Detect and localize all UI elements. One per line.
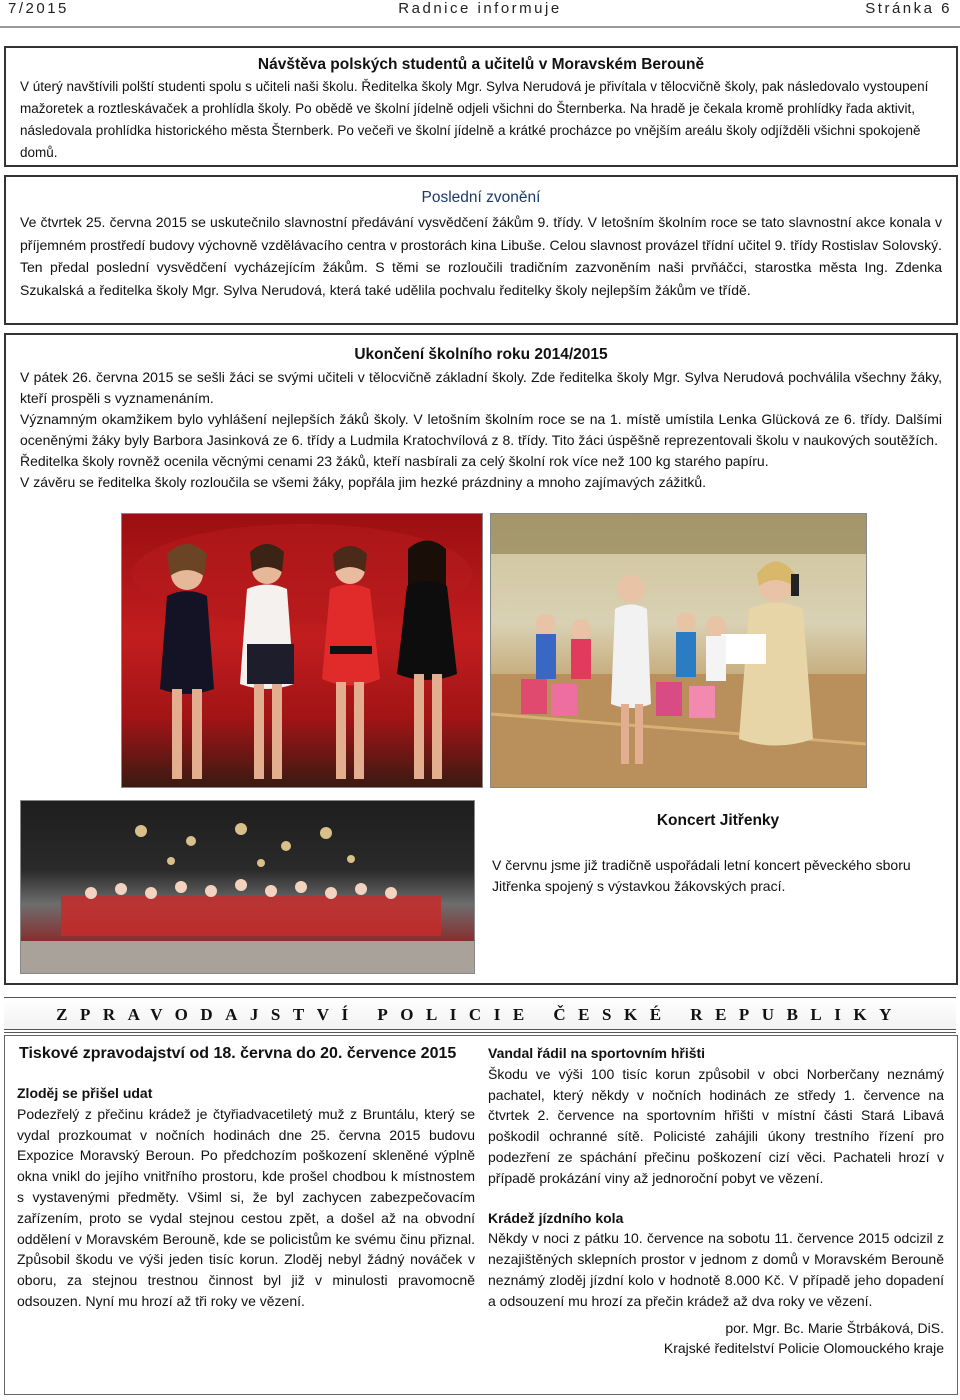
concert-title: Koncert Jitřenky <box>656 812 780 829</box>
report-body: Podezřelý z přečinu krádež je čtyřiadvacetiletý muž z Bruntálu, který se vydal prozkoumat v nočních hodinách dne 25. června 2015 budovu Expozice Moravský Beroun. Po předchozím poškození skleněné výplně okna vnikl do jejího vnitřního prostoru, kde prošel chodbou k místnostem s vystavenými předměty. Všiml si, že byl zachycen zabezpečovacím zařízením, proto se vydal stejnou cestou zpět, a došel až na obvodní oddělení v Moravském Berouně, kde se policistům ke svému činu přiznal. Způsobil škodu ve výši jeden tisíc korun. Zloděj nebyl žádný nováček v oboru, za stejnou trestnou činnost byl již v minulosti pravomocně odsouzen. Nyní mu hrozí až tři roky ve vězení. <box>17 1105 475 1309</box>
police-news-banner: ZPRAVODAJSTVÍ POLICIE ČESKÉ REPUBLIKY <box>4 997 956 1033</box>
press-report-title: Tiskové zpravodajství od 18. června do 20. července 2015 <box>19 1045 457 1062</box>
article-paragraph: Ředitelka školy rovněž ocenila věcnými cenami 23 žáků, kteří nasbírali za celý školní rok více než 100 kg starého papíru. <box>20 453 769 469</box>
article-title: Návštěva polských studentů a učitelů v Moravském Berouně <box>257 56 705 73</box>
article-paragraph: V závěru se ředitelka školy rozloučila se všemi žáky, popřála jim hezké prázdniny a mnoho zajímavých zážitků. <box>20 474 707 490</box>
police-column-left <box>17 1043 475 1312</box>
report-body: Škodu ve výši 100 tisíc korun způsobil v obci Norberčany neznámý pachatel, který někdy v nočních hodinách ze středy 1. července na čtvrtek 2. července na sportovním hřišti v místní části Stará Libavá poškodil ochranné sítě. Policisté zahájili úkony trestního řízení pro podezření ze spáchání přečinu poškození cizí věci. Pachateli hrozí v případě prokázání viny až jednoroční pobyt ve vězení. <box>488 1065 944 1186</box>
signature-org: Krajské ředitelství Policie Olomouckého kraje <box>663 1340 944 1357</box>
photo-graduates-on-stage <box>121 513 483 788</box>
issue-number: 7/2015 <box>8 0 69 17</box>
article-last-bell <box>4 175 958 325</box>
report-body: Někdy v noci z pátku 10. července na sobotu 11. července 2015 odcizil z nezajištěných sklepních prostor v jednom z domů v Moravském Berouně neznámý zloděj jízdní kolo v hodnotě 8.000 Kč. V případě jeho dopadení a odsouzení mu hrozí za přečin krádež až dva roky ve vězení. <box>488 1230 944 1309</box>
photo-award-illustration <box>491 514 866 787</box>
page-number: Stránka 6 <box>865 0 952 17</box>
header-rule <box>0 26 960 28</box>
photo-graduates-illustration <box>122 514 482 787</box>
article-title: Poslední zvonění <box>421 189 541 206</box>
article-title: Ukončení školního roku 2014/2015 <box>354 346 608 363</box>
page-header <box>0 0 960 24</box>
police-column-right <box>488 1043 944 1359</box>
signature-name: por. Mgr. Bc. Marie Štrbáková, DiS. <box>725 1319 944 1336</box>
article-paragraph: V pátek 26. června 2015 se sešli žáci se svými učiteli v tělocvičně základní školy. Zde ředitelka školy Mgr. Sylva Nerudová pochválila všechny žáky, kteří prospěli s vyznamenáním. <box>20 369 942 406</box>
article-polish-visit <box>4 46 958 167</box>
report-heading: Krádež jízdního kola <box>488 1209 624 1226</box>
photo-choir-concert <box>20 800 475 974</box>
report-heading: Vandal řádil na sportovním hřišti <box>488 1045 706 1061</box>
article-body: Ve čtvrtek 25. června 2015 se uskutečnilo slavnostní předávání vysvědčení žákům 9. třídy. V letošním školním roce se tato slavnostní akce konala v příjemném prostředí budovy výchovně vzdělávacího centra v prostorách kina Libuše. Celou slavnost provázel třídní učitel 9. třídy Rostislav Solovský. Ten předal poslední vysvědčení vycházejícím žákům. S těmi se rozloučili tradičním zazvoněním naši prvňáčci, starostka města Ing. Zdenka Szukalská a ředitelka školy Mgr. Sylva Nerudová, která také udělila pochvalu ředitelky školy nejlepším žákům ve třídě. <box>20 214 942 298</box>
report-heading: Zloděj se přišel udat <box>17 1085 153 1101</box>
publication-name: Radnice informuje <box>398 0 562 17</box>
stage-decorations <box>135 823 355 867</box>
article-paragraph: Významným okamžikem bylo vyhlášení nejlepších žáků školy. V letošním školním roce se na 1. místě umístila Lenka Glücková ze 6. třídy. Dalšími oceněnými žáky byly Barbora Jasinková ze 6. třídy a Ludmila Kratochvílová z 8. třídy. Tito žáci úspěšně reprezentovali školu v naukových soutěžích. <box>20 411 942 448</box>
photo-concert-illustration <box>21 801 474 973</box>
photo-award-ceremony <box>490 513 867 788</box>
concert-text: V červnu jsme již tradičně uspořádali letní koncert pěveckého sboru Jitřenka spojený s výstavkou žákovských prací. <box>492 857 911 894</box>
article-body: V úterý navštívili polští studenti spolu s učiteli naši školu. Ředitelka školy Mgr. Sylva Nerudová je přivítala v tělocvičně školy, pak následovalo vystoupení mažoretek a roztleskávaček a prohlídla školy. Po obědě ve školní jídelně odjeli všichni do Šternberka. Na hradě je čekala kromě prohlídky řada aktivit, následovala prohlídka historického města Šternberk. Po večeři ve školní jídelně a krátké procházce po vnějším areálu školy odjížděli všichni spokojeně domů. <box>20 79 929 160</box>
